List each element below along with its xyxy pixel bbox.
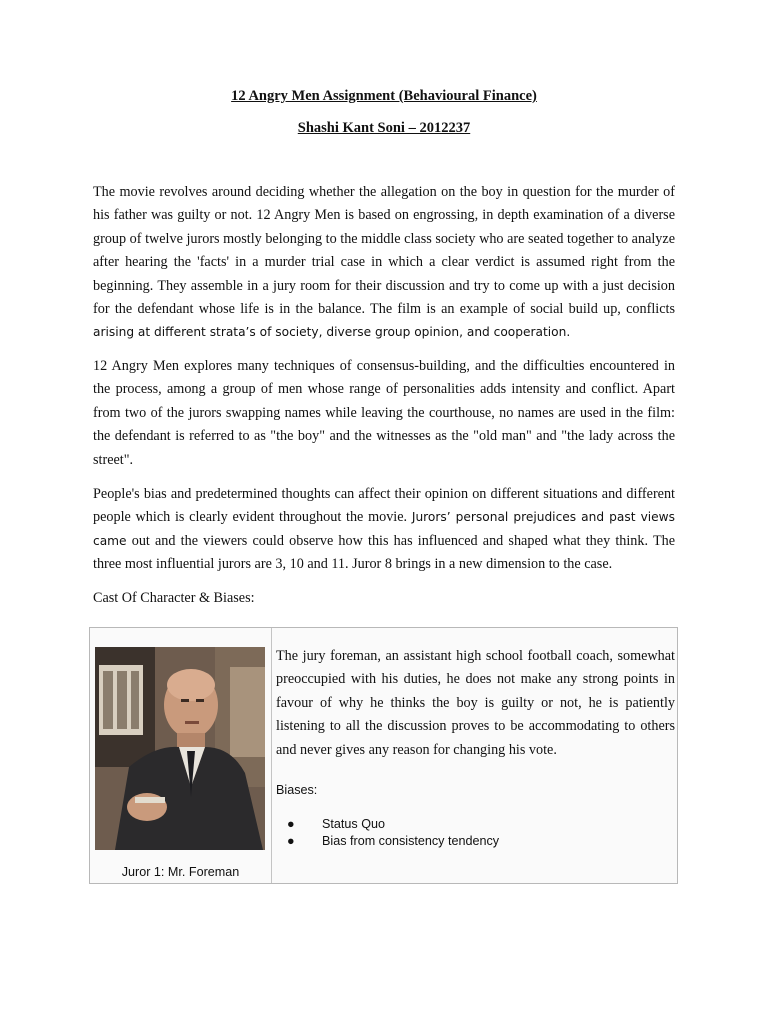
paragraph-bias-start: People's bias and predetermined thoughts can affect their opinion on different situations and different people which is clearly evident throughout the movie. [93,486,675,526]
juror-photo [95,647,265,850]
bullet-icon: ● [287,817,295,831]
bias-item-label: Bias from consistency tendency [322,834,500,848]
juror-caption: Juror 1: Mr. Foreman [121,865,240,879]
list-item [276,833,499,850]
author-line: Shashi Kant Soni – 2012237 [297,120,471,136]
paragraph-bias-end: out and the viewers could observe how this has influenced and shaped what they think. The three most influential jurors are 3, 10 and 11. Juror 8 brings in a new dimension to the case. [93,532,676,573]
paragraph-intro-text: The movie revolves around deciding whether the allegation on the boy in question for the murder of his father was guilty or not. 12 Angry Men is based on engrossing, in depth examination of a diverse group of twelve jurors mostly belonging to the middle class society who are seated together to analyze after hearing the 'facts' in a murder trial case in which a clear verdict is assumed right from the beginning. They assemble in a jury room for their discussion and try to come up with a just decision for the defendant whose life is in the balance. The film is an example of social build up, conflicts [93,184,675,318]
document-title: 12 Angry Men Assignment (Behavioural Finance) [231,88,537,104]
table-column-divider [271,628,272,883]
bias-item-label: Status Quo [322,817,386,831]
bullet-icon: ● [287,834,295,848]
juror-photo-image [95,647,265,850]
paragraph-bias [93,483,675,577]
juror-table [89,627,678,884]
juror-description: The jury foreman, an assistant high school football coach, somewhat preoccupied with his duties, he does not make any strong points in favour of why he thinks the boy is guilty or not, he is patiently listening to all the discussion proves to be accommodating to others and never gives any reason for changing his vote. [276,648,675,758]
paragraph-consensus: 12 Angry Men explores many techniques of consensus-building, and the difficulties encountered in the process, among a group of men whose range of personalities adds intensity and conflict. Apart from two of the jurors swapping names while leaving the courthouse, no names are used in the film: the defendant is referred to as "the boy" and the witnesses as the "old man" and "the lady across the street". [93,358,675,468]
biases-label: Biases: [276,783,318,797]
cast-heading: Cast Of Character & Biases: [93,590,255,606]
list-item [276,816,499,833]
paragraph-intro-tail: arising at different strata’s of society, diverse group opinion, and cooperation. [93,325,571,340]
bias-list [276,816,499,850]
paragraph-intro [93,181,675,345]
paragraph-bias-mid: Jurors’ personal prejudices and past views came [93,510,675,548]
